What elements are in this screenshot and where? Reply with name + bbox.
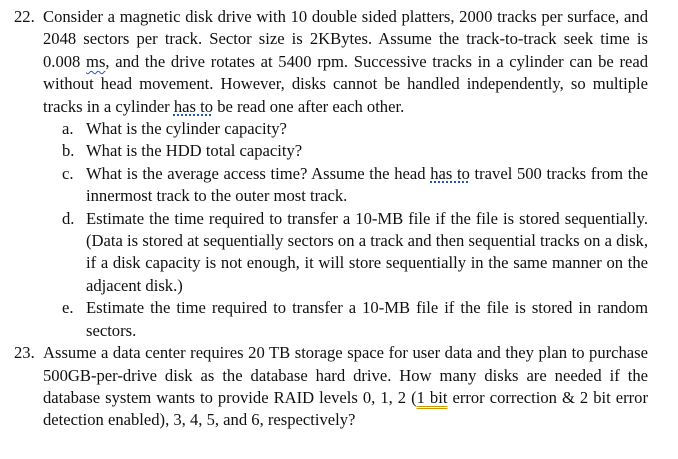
subpart-text-part: travel 500 tracks from the innermost track to the outer most track. <box>86 163 648 206</box>
subpart-text: What is the cylinder capacity? <box>86 119 287 139</box>
subpart-a <box>62 118 648 140</box>
problem-number: 23. <box>14 343 35 363</box>
grammar-mark-has-to: has to <box>430 163 470 183</box>
subpart-text <box>86 164 648 205</box>
problem-23 <box>14 342 648 432</box>
subpart-list <box>14 118 648 342</box>
problem-number: 22. <box>14 7 35 26</box>
subpart-text: Estimate the time required to transfer a 10-MB file if the file is stored in random sectors. <box>86 298 648 340</box>
subpart-text: What is the HDD total capacity? <box>86 141 303 161</box>
subpart-letter: c. <box>62 163 74 183</box>
subpart-text-part: What is the average access time? Assume the head <box>86 163 431 183</box>
spellcheck-ms: ms <box>86 51 106 71</box>
subpart-letter: d. <box>62 208 75 228</box>
subpart-e <box>62 297 648 342</box>
problem-text <box>43 343 648 429</box>
problem-text-part: error correction & 2 bit error detection enabled), 3, 4, 5, and 6, respectively? <box>43 387 648 430</box>
problem-22 <box>14 6 648 118</box>
subpart-b <box>62 140 648 162</box>
problem-text <box>43 7 648 116</box>
problem-text-part: Consider a magnetic disk drive with 10 double sided platters, 2000 tracks per surface, and 2048 sectors per track. Sector size is 2KBytes. Assume the track-to-track seek time is 0.008 <box>43 7 648 71</box>
subpart-letter: a. <box>62 119 74 139</box>
problem-text-part: be read one after each other. <box>213 96 405 116</box>
subpart-text: Estimate the time required to transfer a 10-MB file if the file is stored sequentially. (Data is stored at sequentially sectors on a track and then sequential tracks on a disk, if a disk capacity is not enough, it will store sequentially in the same manner on the adjacent disk.) <box>86 208 648 295</box>
subpart-letter: e. <box>62 298 74 318</box>
grammar-mark-1-bit: 1 bit <box>416 387 448 407</box>
subpart-c <box>62 163 648 208</box>
subpart-letter: b. <box>62 141 75 161</box>
problem-text-part: , and the drive rotates at 5400 rpm. Successive tracks in a cylinder can be read without head movement. However, disks cannot be handled independently, so multiple tracks in a cylinder <box>43 51 648 116</box>
grammar-mark-has-to: has to <box>173 96 214 116</box>
subpart-d <box>62 208 648 298</box>
problem-text-part: Assume a data center requires 20 TB storage space for user data and they plan to purchase 500GB-per-drive disk as the database hard drive. How many disks are needed if the database system wants to provide RAID levels 0, 1, 2 ( <box>43 343 648 407</box>
